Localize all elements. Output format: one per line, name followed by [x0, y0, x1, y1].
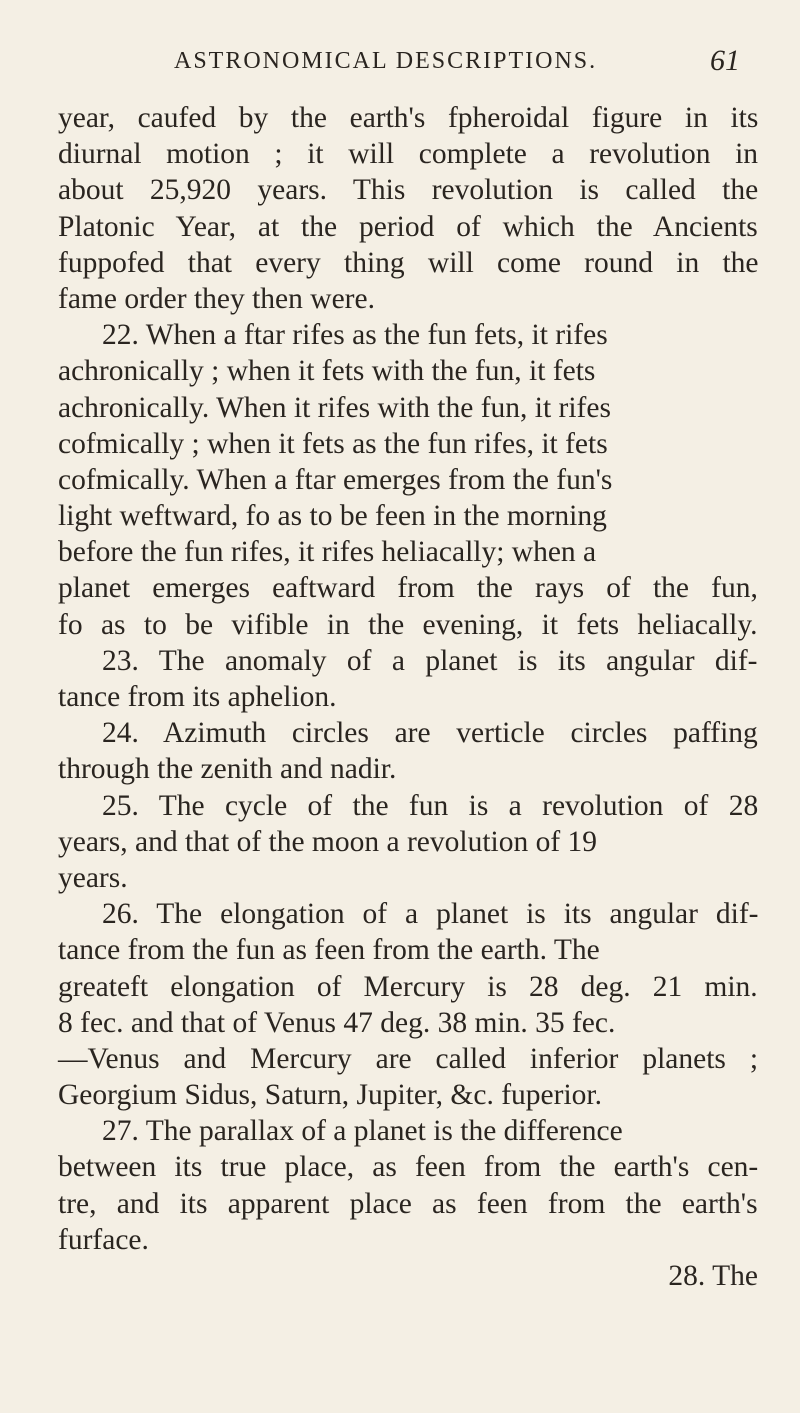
text-line: 22. When a ftar rifes as the fun fets, it rifes [102, 319, 608, 352]
text-line: 24. Azimuth circles are verticle circles paffing [102, 717, 758, 750]
text-line: 8 fec. and that of Venus 47 deg. 38 min. 35 fec. [58, 1006, 616, 1039]
text-line: tance from the fun as feen from the earth. The [58, 934, 600, 967]
text-line: fame order they then were. [58, 282, 375, 315]
text-line: tre, and its apparent place as feen from the earth's [58, 1187, 758, 1220]
text-line: Platonic Year, at the period of which the Ancients [58, 210, 758, 243]
text-line: years. [58, 861, 128, 894]
text-line: diurnal motion ; it will complete a revolution in [58, 138, 759, 171]
text-line: 26. The elongation of a planet is its angular dif- [102, 898, 759, 931]
text-line: year, caufed by the earth's fpheroidal figure in its [58, 102, 759, 134]
text-line: greateft elongation of Mercury is 28 deg. 21 min. [58, 970, 758, 1003]
text-line: years, and that of the moon a revolution of 19 [58, 825, 598, 858]
body-text [58, 100, 758, 1294]
text-line: fo as to be vifible in the evening, it fets heliacally. [58, 608, 758, 641]
text-line: —Venus and Mercury are called inferior planets ; [58, 1042, 759, 1075]
text-line: tance from its aphelion. [58, 681, 337, 713]
text-line: through the zenith and nadir. [58, 753, 397, 786]
text-line: light weftward, fo as to be feen in the morning [58, 500, 607, 533]
text-line: 23. The anomaly of a planet is its angular dif- [102, 644, 758, 677]
text-line: planet emerges eaftward from the rays of the fun, [58, 572, 758, 605]
page-header [174, 44, 740, 88]
text-line: fuppofed that every thing will come round in the [58, 246, 759, 279]
text-line: achronically ; when it fets with the fun, it fets [58, 355, 596, 388]
page-number: 61 [710, 44, 740, 77]
text-line: between its true place, as feen from the earth's cen- [58, 1151, 759, 1184]
text-line: 27. The parallax of a planet is the difference [102, 1115, 623, 1148]
text-line: Georgium Sidus, Saturn, Jupiter, &c. fuperior. [58, 1079, 602, 1112]
text-line: furface. [58, 1223, 149, 1256]
text-line: cofmically. When a ftar emerges from the fun's [58, 463, 613, 496]
text-line: before the fun rifes, it rifes heliacally; when a [58, 536, 597, 569]
text-line: about 25,920 years. This revolution is called the [58, 174, 759, 207]
text-line: 25. The cycle of the fun is a revolution of 28 [102, 789, 759, 822]
text-line: cofmically ; when it fets as the fun rifes, it fets [58, 427, 608, 460]
text-line: achronically. When it rifes with the fun, it rifes [58, 391, 611, 424]
catchword: 28. The [668, 1260, 758, 1292]
running-head: ASTRONOMICAL DESCRIPTIONS. [174, 48, 598, 74]
